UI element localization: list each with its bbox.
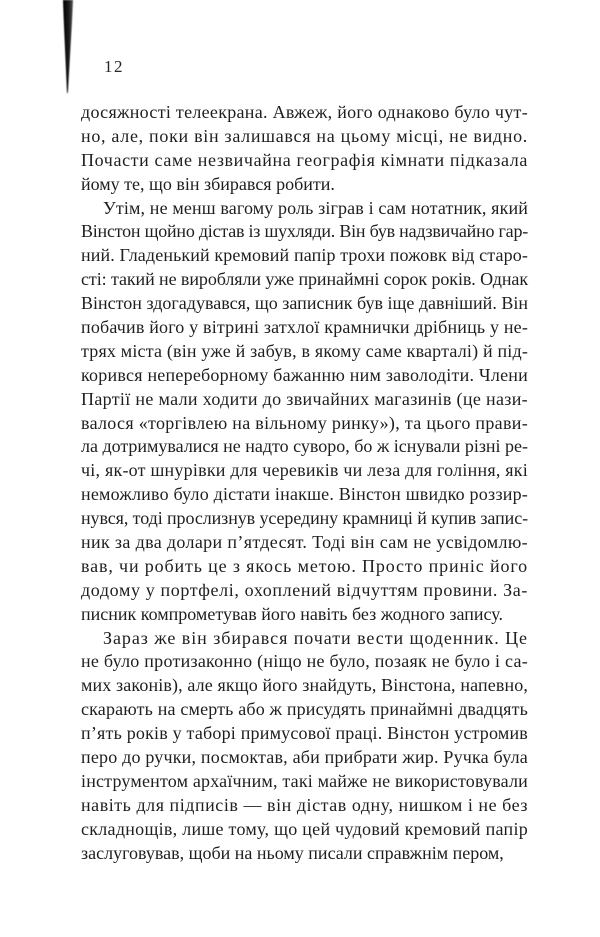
text-line: йому те, що він збирався робити. (81, 173, 335, 194)
text-line: сті: такий не виробляли уже принаймні сорок років. Однак (81, 269, 529, 290)
text-line: п’ять років у таборі примусової праці. Вінстон устромив (81, 723, 528, 744)
text-line: додому у портфелі, охоплений відчуттям провини. За- (81, 579, 528, 600)
text-line: валося «торгівлею на вільному ринку»), та цього прави- (81, 412, 528, 433)
text-line: вав, чи робить це з якось метою. Просто приніс його (81, 555, 528, 576)
text-line: побачив його у вітрині затхлої крамнички дрібниць у не- (81, 317, 528, 338)
text-line: не було протизаконно (ніщо не було, позаяк не було і са- (81, 651, 528, 672)
text-line: Почасти саме незвичайна географія кімнати підказала (81, 149, 528, 170)
page-gutter-shadow-icon (62, 0, 78, 110)
text-block (81, 101, 528, 866)
text-line: досяжності телеекрана. Авжеж, його однаково було чут- (81, 102, 528, 122)
text-line: неможливо було дістати інакше. Вінстон швидко роззир- (81, 484, 528, 505)
text-line: скарають на смерть або ж присудять принаймні двадцять (81, 699, 528, 720)
page-number: 12 (104, 57, 124, 76)
text-line: складнощів, лише тому, що цей чудовий кремовий папір (81, 818, 528, 839)
text-line: писник компрометував його навіть без жодного запису. (81, 603, 503, 624)
text-line: заслуговував, щоби на ньому писали справжнім пером, (81, 842, 504, 863)
text-line: чі, як-от шнурівки для черевиків чи леза для гоління, які (81, 460, 528, 481)
text-line: Вінстон щойно дістав із шухляди. Він був надзвичайно гар- (81, 221, 528, 242)
text-line: Вінстон здогадувався, що записник був іще давніший. Він (81, 293, 528, 314)
text-line: корився непереборному бажанню ним заволодіти. Члени (81, 364, 528, 385)
text-line: ний. Гладенький кремовий папір трохи пожовк від старо- (81, 245, 528, 266)
text-line: Зараз же він збирався почати вести щоденник. Це (103, 627, 528, 648)
text-line: нувся, тоді прослизнув усередину крамниці й купив запис- (81, 508, 528, 529)
text-line: но, але, поки він залишався на цьому місці, не видно. (81, 125, 528, 146)
text-line: інструментом архаїчним, такі майже не використовували (81, 770, 528, 791)
text-line: перо до ручки, посмоктав, аби прибрати жир. Ручка була (81, 747, 528, 768)
text-line: мих законів), але якщо його знайдуть, Вінстона, напевно, (81, 675, 528, 696)
text-line: Партії не мали ходити до звичайних магазинів (це нази- (81, 388, 528, 409)
text-line: навіть для підписів — він дістав одну, нишком і не без (81, 794, 528, 815)
text-line: трях міста (він уже й забув, в якому саме кварталі) й під- (81, 340, 528, 361)
text-line: Утім, не менш вагому роль зіграв і сам нотатник, який (103, 197, 528, 218)
text-line: ла дотримувалися не надто суворо, бо ж існували різні ре- (81, 436, 528, 457)
text-line: ник за два долари п’ятдесят. Тоді він сам не усвідомлю- (81, 532, 528, 553)
